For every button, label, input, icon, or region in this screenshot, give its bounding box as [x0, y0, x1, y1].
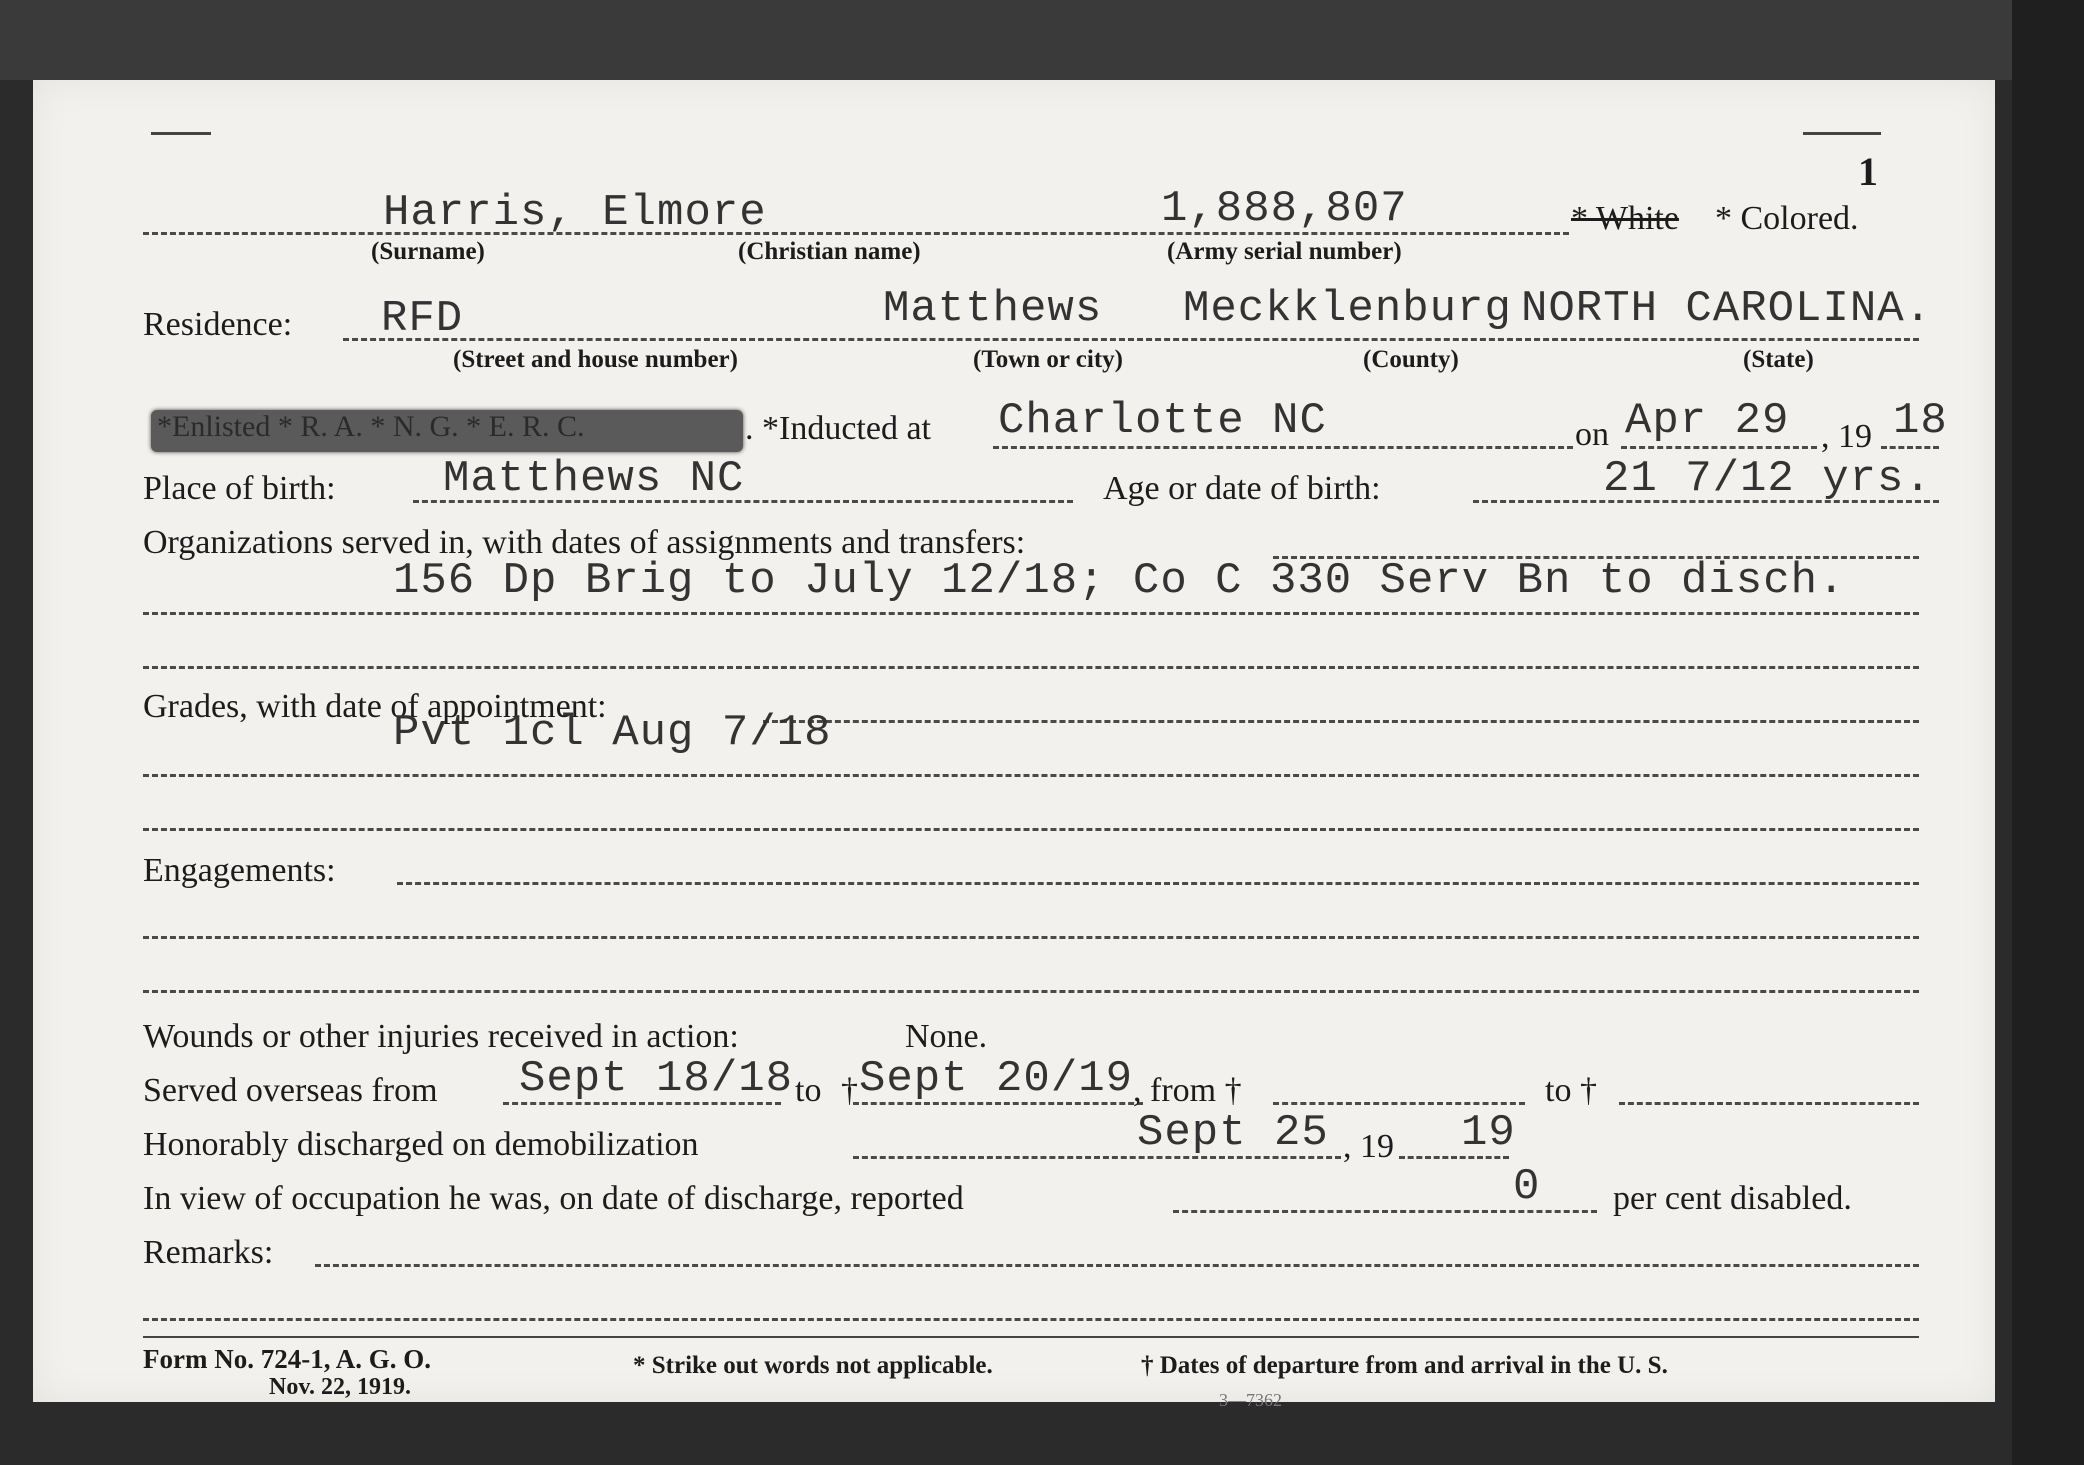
age-label: Age or date of birth: [1103, 470, 1381, 507]
form-number: Form No. 724-1, A. G. O. [143, 1344, 431, 1374]
organizations-label: Organizations served in, with dates of assignments and transfers: [143, 524, 1026, 561]
on-label: on [1575, 416, 1609, 453]
scan-background-top [0, 0, 2084, 80]
top-right-rule [1803, 132, 1881, 135]
induction-date: Apr 29 [1625, 396, 1790, 446]
overseas-from2-line [1273, 1102, 1525, 1105]
overseas-from2-label: , from † [1133, 1072, 1242, 1109]
overseas-to2-line [1619, 1102, 1919, 1105]
wounds-value: None. [905, 1018, 988, 1055]
print-code: 3—7362 [1219, 1390, 1282, 1410]
overseas-label: Served overseas from [143, 1072, 438, 1109]
induction-year: 18 [1893, 396, 1948, 446]
street-caption: (Street and house number) [453, 346, 738, 373]
christian-name-caption: (Christian name) [738, 238, 921, 265]
race-white: * White [1571, 200, 1679, 237]
form-date: Nov. 22, 1919. [269, 1374, 412, 1400]
discharge-year-prefix: , 19 [1343, 1128, 1394, 1165]
overseas-dagger: † [841, 1072, 858, 1109]
discharge-year: 19 [1461, 1108, 1516, 1158]
name-value: Harris, Elmore [383, 188, 767, 238]
top-left-rule [151, 132, 211, 135]
place-of-birth: Matthews NC [443, 454, 745, 504]
footnote-dates: † Dates of departure from and arrival in the U. S. [1141, 1352, 1668, 1379]
residence-street: RFD [381, 294, 464, 344]
engagements-line-0 [397, 882, 1919, 885]
inducted-line [993, 446, 1573, 449]
residence-county: Meckklenburg [1183, 284, 1512, 334]
age-value: 21 7/12 yrs. [1603, 454, 1932, 504]
grades-label: Grades, with date of appointment: [143, 688, 607, 725]
place-of-birth-label: Place of birth: [143, 470, 336, 507]
serial-caption: (Army serial number) [1167, 238, 1402, 265]
grades-line-0 [763, 720, 1919, 723]
grades-line-2 [143, 828, 1919, 831]
grades-value: Pvt 1cl Aug 7/18 [393, 708, 832, 758]
disability-value: 0 [1513, 1162, 1541, 1212]
inducted-at: Charlotte NC [998, 396, 1327, 446]
surname-caption: (Surname) [371, 238, 485, 265]
overseas-from-date: Sept 18/18 [519, 1054, 794, 1104]
serial-value: 1,888,807 [1161, 184, 1408, 234]
organizations-line-2 [143, 666, 1919, 669]
induction-year-prefix: , 19 [1821, 418, 1872, 455]
discharge-label: Honorably discharged on demobilization [143, 1126, 699, 1163]
residence-state: NORTH CAROLINA. [1521, 284, 1933, 334]
overseas-to-date: Sept 20/19 [859, 1054, 1134, 1104]
footnote-strike-out: * Strike out words not applicable. [633, 1352, 993, 1379]
residence-label: Residence: [143, 306, 293, 343]
overseas-to-label: to [795, 1072, 822, 1109]
card-number: 1 [1858, 149, 1878, 194]
grades-line-1 [143, 774, 1919, 777]
engagements-line-1 [143, 936, 1919, 939]
state-caption: (State) [1743, 346, 1814, 373]
discharge-date: Sept 25 [1137, 1108, 1329, 1158]
remarks-label: Remarks: [143, 1234, 274, 1271]
induction-date-line [1621, 446, 1817, 449]
disability-label: In view of occupation he was, on date of discharge, reported [143, 1180, 964, 1217]
induction-year-line [1881, 446, 1939, 449]
enlistment-options-struck: *Enlisted * R. A. * N. G. * E. R. C. [151, 410, 743, 452]
wounds-label: Wounds or other injuries received in action: [143, 1018, 739, 1055]
organizations-line-1 [143, 612, 1919, 615]
engagements-label: Engagements: [143, 852, 336, 889]
residence-line [343, 338, 1919, 341]
residence-town: Matthews [883, 284, 1103, 334]
county-caption: (County) [1363, 346, 1459, 373]
overseas-to2-label: to † [1545, 1072, 1597, 1109]
remarks-line-1 [143, 1318, 1919, 1321]
organizations-value: 156 Dp Brig to July 12/18; Co C 330 Serv Bn to disch. [393, 556, 1846, 606]
inducted-label: . *Inducted at [745, 410, 931, 447]
race-colored: * Colored. [1715, 200, 1859, 237]
engagements-line-2 [143, 990, 1919, 993]
service-record-card [33, 80, 1995, 1410]
remarks-line-0 [315, 1264, 1919, 1267]
scan-background-right [2012, 0, 2084, 1465]
town-caption: (Town or city) [973, 346, 1123, 373]
disability-suffix: per cent disabled. [1613, 1180, 1852, 1217]
footer-rule [143, 1336, 1919, 1338]
